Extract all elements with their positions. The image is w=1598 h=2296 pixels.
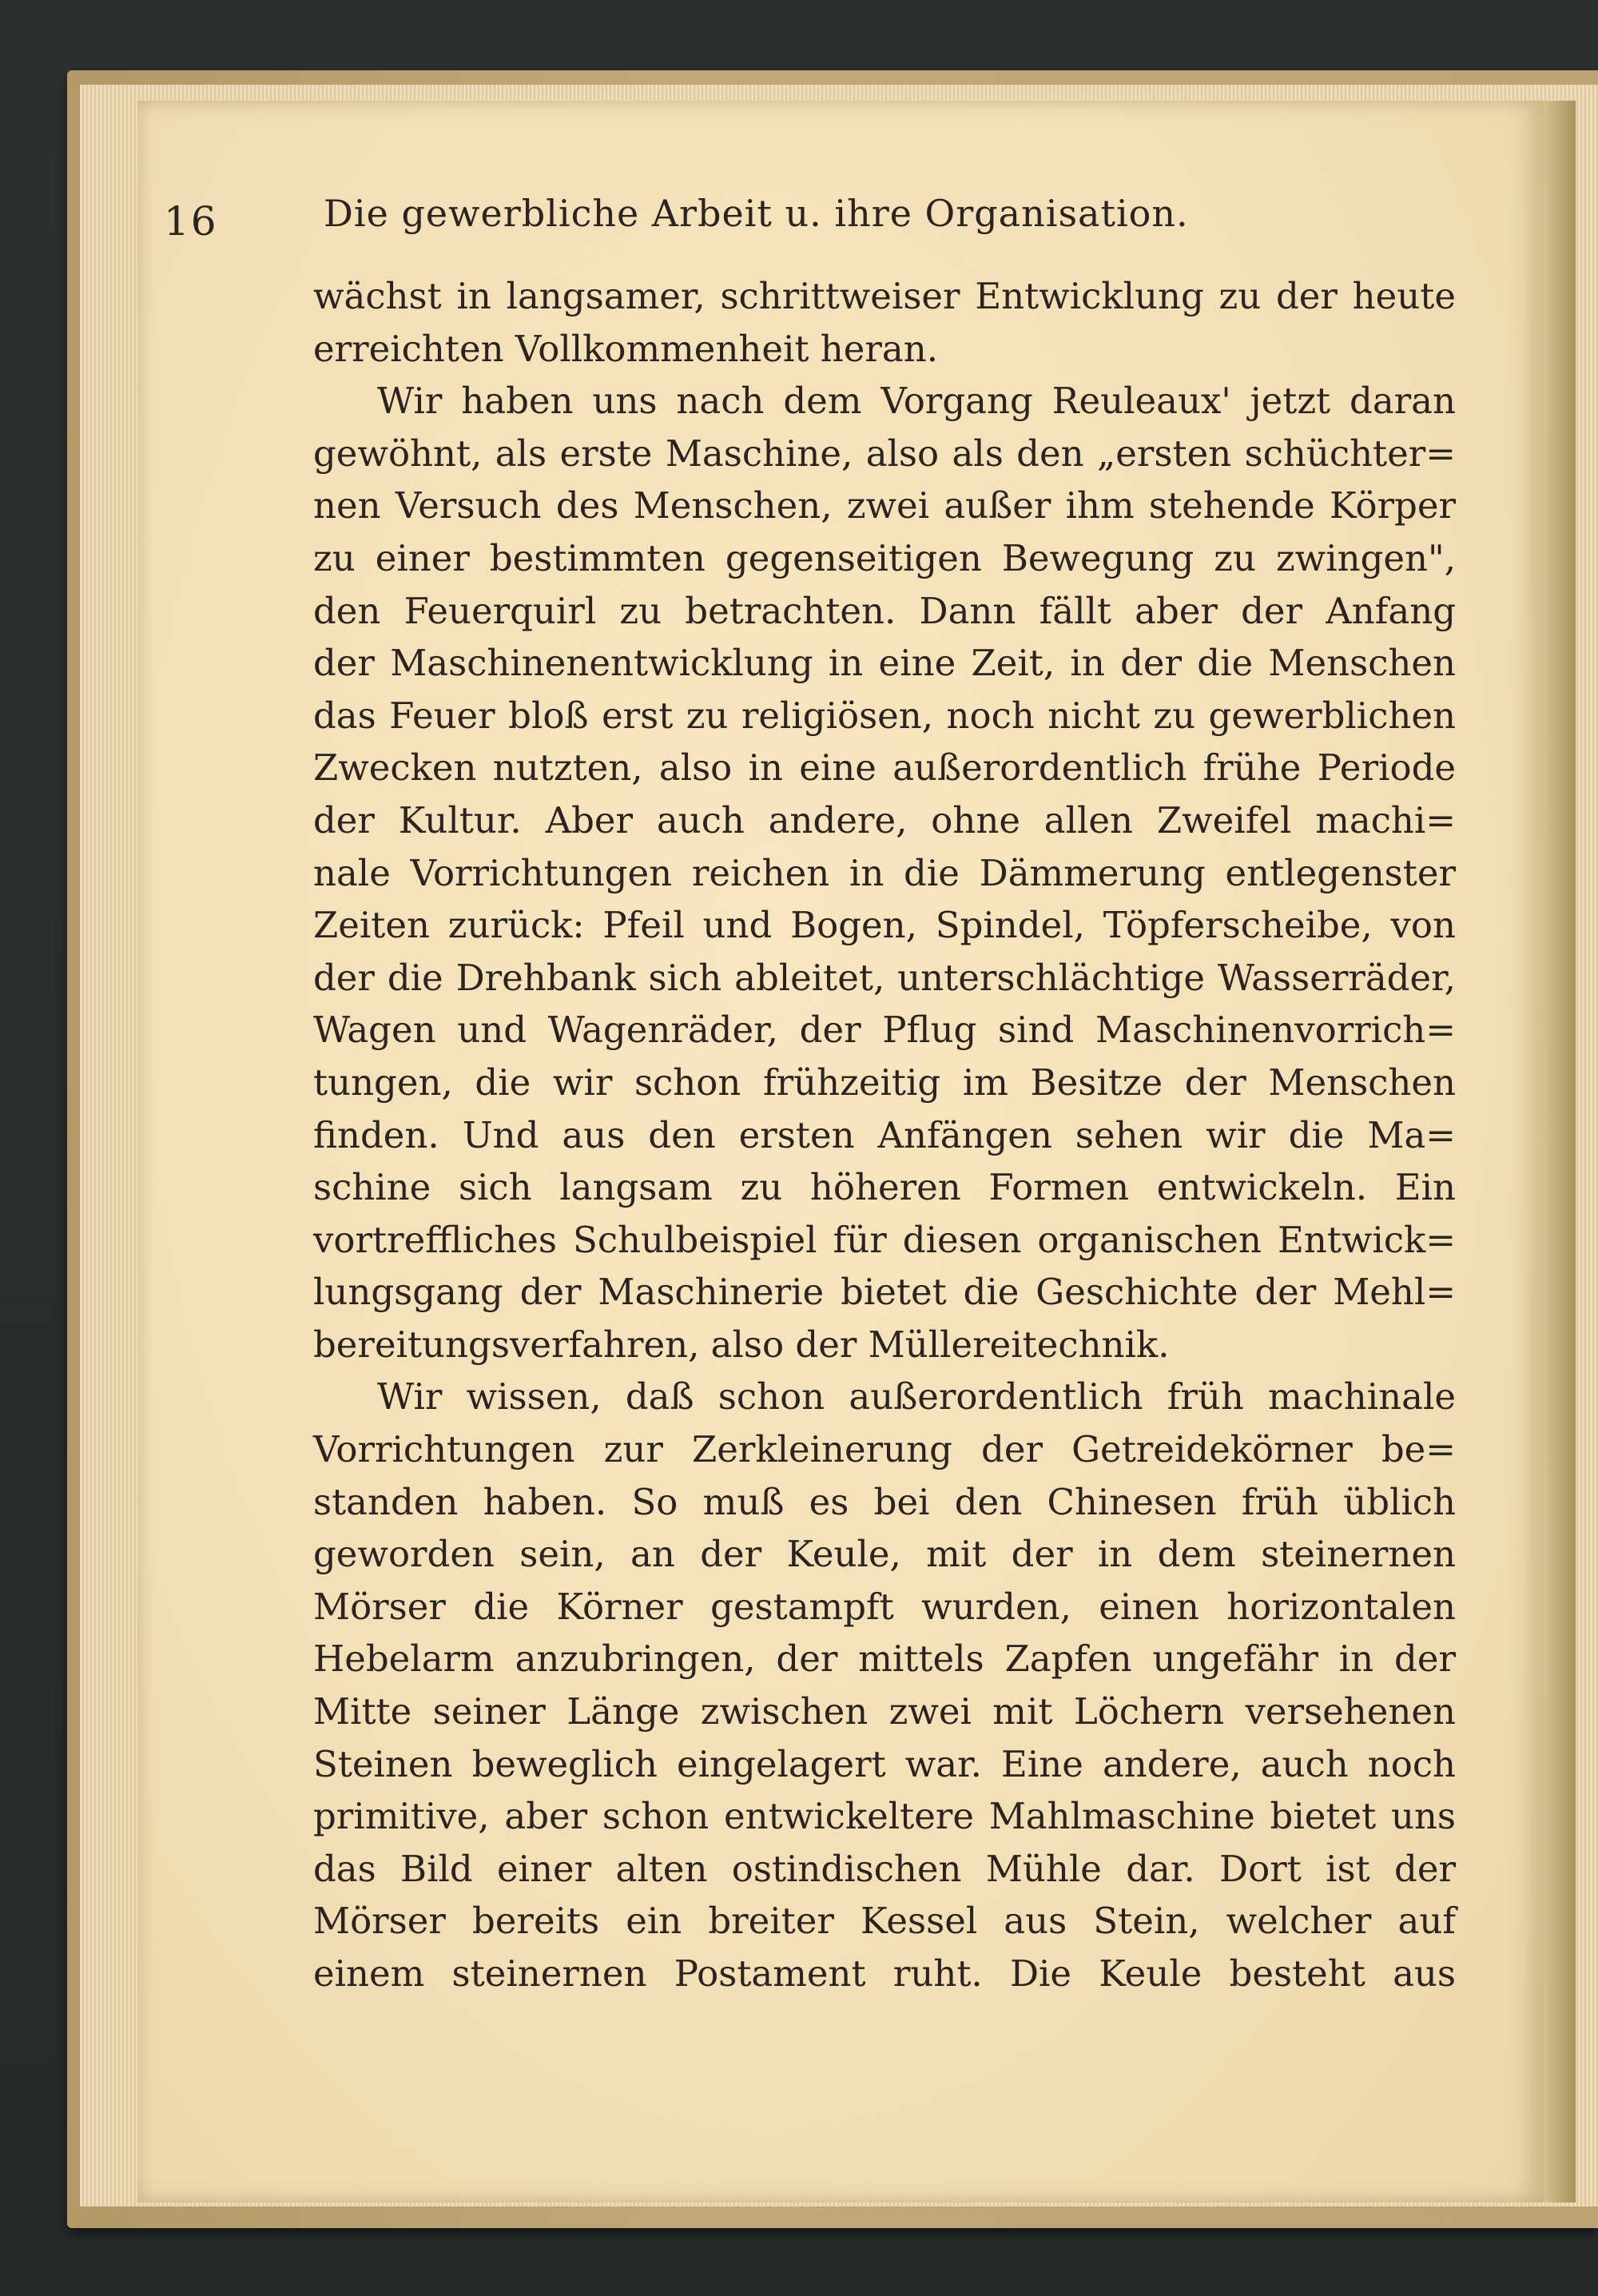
text-line: Wir wissen, daß schon außerordentlich früh machinale [377, 1375, 1456, 1419]
text-line: Wir haben uns nach dem Vorgang Reuleaux' jetzt daran [377, 380, 1456, 423]
text-line: bereitungsverfahren, also der Müllereitechnik. [313, 1323, 1170, 1366]
text-line: geworden sein, an der Keule, mit der in dem steinernen [313, 1533, 1456, 1576]
text-line: schine sich langsam zu höheren Formen entwickeln. Ein [313, 1166, 1456, 1209]
text-line: Mörser bereits ein breiter Kessel aus Stein, welcher auf [313, 1900, 1456, 1943]
text-line: Hebelarm anzubringen, der mittels Zapfen ungefähr in der [313, 1637, 1456, 1681]
text-line: Zeiten zurück: Pfeil und Bogen, Spindel, Töpferscheibe, von [313, 904, 1456, 947]
text-line: finden. Und aus den ersten Anfängen sehen wir die Ma= [313, 1113, 1456, 1156]
text-line: gewöhnt, als erste Maschine, also als den „ersten schüchter= [313, 432, 1456, 475]
body-text [313, 270, 1456, 2000]
text-line: nen Versuch des Menschen, zwei außer ihm stehende Körper [313, 484, 1456, 527]
text-line: Steinen beweglich eingelagert war. Eine andere, auch noch [313, 1742, 1456, 1785]
page-gutter [1544, 101, 1576, 2202]
text-line: den Feuerquirl zu betrachten. Dann fällt aber der Anfang [313, 589, 1456, 632]
running-head: Die gewerbliche Arbeit u. ihre Organisation. [324, 192, 1189, 235]
text-line: Vorrichtungen zur Zerkleinerung der Getreidekörner be= [313, 1428, 1456, 1471]
text-line: erreichten Vollkommenheit heran. [313, 327, 939, 370]
text-line: standen haben. So muß es bei den Chinesen früh üblich [313, 1480, 1456, 1523]
text-line: tungen, die wir schon frühzeitig im Besitze der Menschen [313, 1060, 1456, 1104]
page-number: 16 [164, 198, 218, 245]
text-line: Wagen und Wagenräder, der Pflug sind Maschinenvorrich= [313, 1009, 1456, 1052]
text-line: das Feuer bloß erst zu religiösen, noch nicht zu gewerblichen [313, 694, 1456, 737]
text-line: wächst in langsamer, schrittweiser Entwicklung zu der heute [313, 275, 1456, 317]
text-line: einem steinernen Postament ruht. Die Keule besteht aus [313, 1952, 1456, 1995]
text-line: Mörser die Körner gestampft wurden, einen horizontalen [313, 1585, 1456, 1628]
text-line: das Bild einer alten ostindischen Mühle dar. Dort ist der [313, 1847, 1456, 1890]
text-line: Zwecken nutzten, also in eine außerordentlich frühe Periode [313, 746, 1456, 790]
text-line: vortreffliches Schulbeispiel für diesen organischen Entwick= [313, 1218, 1456, 1261]
text-line: primitive, aber schon entwickeltere Mahlmaschine bietet uns [313, 1795, 1456, 1838]
text-line: nale Vorrichtungen reichen in die Dämmerung entlegenster [313, 851, 1456, 894]
page-header [164, 192, 1442, 256]
text-line: lungsgang der Maschinerie bietet die Geschichte der Mehl= [313, 1271, 1456, 1314]
text-line: zu einer bestimmten gegenseitigen Bewegung zu zwingen", [313, 536, 1456, 579]
text-line: der die Drehbank sich ableitet, unterschlächtige Wasserräder, [313, 956, 1456, 999]
text-line: Mitte seiner Länge zwischen zwei mit Löchern versehenen [313, 1690, 1456, 1733]
text-line: der Kultur. Aber auch andere, ohne allen Zweifel machi= [313, 798, 1456, 842]
text-line: der Maschinenentwicklung in eine Zeit, in der die Menschen [313, 642, 1456, 685]
